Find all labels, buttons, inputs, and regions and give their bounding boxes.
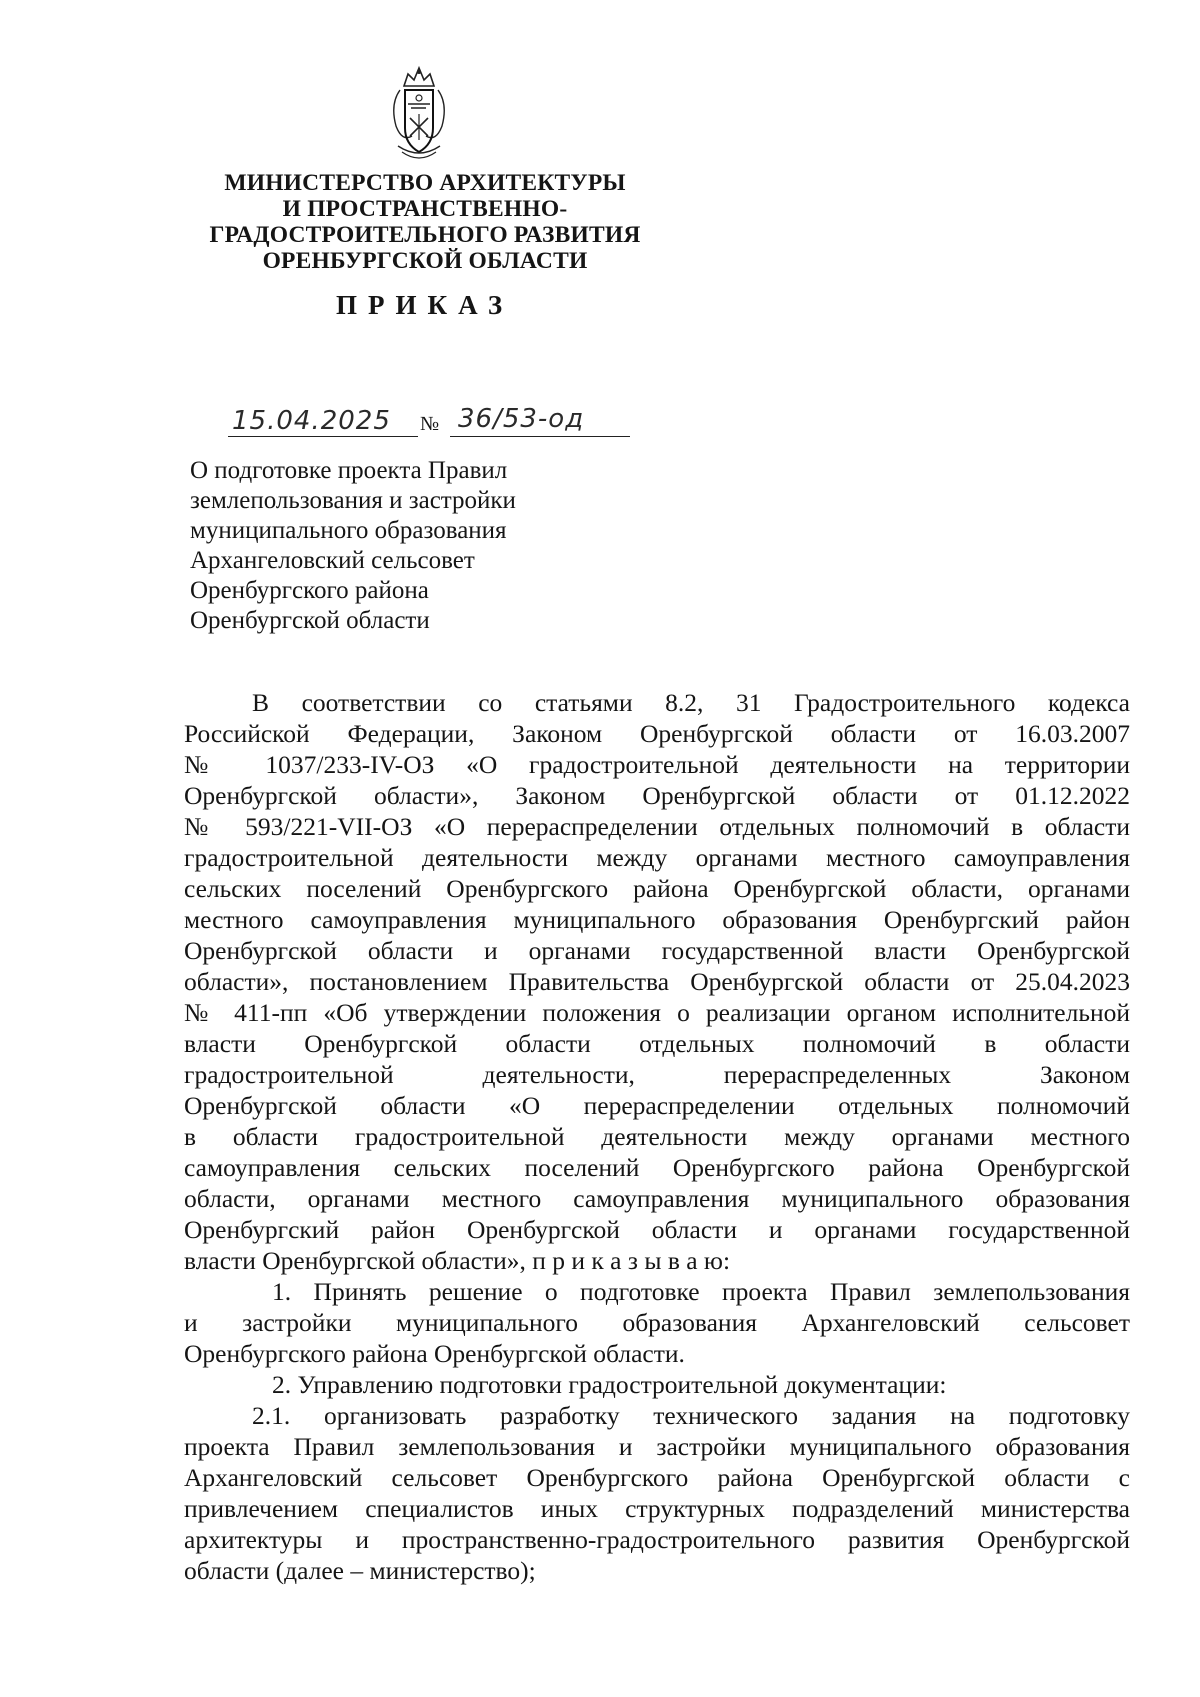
body-line: местного самоуправления муниципального образования Оренбургский район [184,905,1130,934]
body-line: № 593/221-VII-ОЗ «О перераспределении отдельных полномочий в области [184,812,1130,841]
body-line: области, органами местного самоуправления муниципального образования [184,1184,1130,1213]
handwritten-order-date: 15.04.2025 [232,406,391,436]
body-line: 1. Принять решение о подготовке проекта Правил землепользования [272,1277,1130,1306]
body-line: Оренбургской области и органами государственной власти Оренбургской [184,936,1130,965]
number-underline [450,436,630,437]
subject-line: Оренбургской области [190,607,430,634]
body-line: градостроительной деятельности между органами местного самоуправления [184,843,1130,872]
body-line: Оренбургской области «О перераспределении отдельных полномочий [184,1091,1130,1120]
body-line: 2. Управлению подготовки градостроительной документации: [272,1370,947,1399]
body-line: области (далее – министерство); [184,1556,536,1585]
subject-line: О подготовке проекта Правил [190,457,508,484]
body-line: В соответствии со статьями 8.2, 31 Градостроительного кодекса [252,688,1130,717]
handwritten-order-number: 36/53-од [458,404,585,434]
coat-of-arms-icon [378,64,460,164]
body-line: Оренбургский район Оренбургской области и органами государственной [184,1215,1130,1244]
ministry-name-line-2: И ПРОСТРАНСТВЕННО- [282,196,568,222]
body-line: градостроительной деятельности, перераспределенных Законом [184,1060,1130,1089]
subject-line: Оренбургского района [190,577,429,604]
body-line: № 1037/233-IV-ОЗ «О градостроительной деятельности на территории [184,750,1130,779]
subject-line: землепользования и застройки [190,487,516,514]
body-line: области», постановлением Правительства Оренбургской области от 25.04.2023 [184,967,1130,996]
body-line: и застройки муниципального образования Архангеловский сельсовет [184,1308,1130,1337]
body-line: самоуправления сельских поселений Оренбургского района Оренбургской [184,1153,1130,1182]
body-line: Оренбургского района Оренбургской области. [184,1339,685,1368]
subject-line: Архангеловский сельсовет [190,547,475,574]
number-sign: № [420,413,440,435]
body-line: 2.1. организовать разработку технического задания на подготовку [252,1401,1130,1430]
body-line: власти Оренбургской области», п р и к а з ы в а ю: [184,1246,731,1275]
subject-line: муниципального образования [190,517,507,544]
body-line: привлечением специалистов иных структурных подразделений министерства [184,1494,1130,1523]
body-line: № 411-пп «Об утверждении положения о реализации органом исполнительной [184,998,1130,1027]
ministry-name-line-4: ОРЕНБУРГСКОЙ ОБЛАСТИ [262,248,588,274]
ministry-name-line-3: ГРАДОСТРОИТЕЛЬНОГО РАЗВИТИЯ [209,222,641,248]
body-line: Российской Федерации, Законом Оренбургской области от 16.03.2007 [184,719,1130,748]
body-line: архитектуры и пространственно-градостроительного развития Оренбургской [184,1525,1130,1554]
body-line: Оренбургской области», Законом Оренбургской области от 01.12.2022 [184,781,1130,810]
body-line: власти Оренбургской области отдельных полномочий в области [184,1029,1130,1058]
ministry-name-line-1: МИНИСТЕРСТВО АРХИТЕКТУРЫ [224,170,626,196]
body-line: проекта Правил землепользования и застройки муниципального образования [184,1432,1130,1461]
document-type-title: ПРИКАЗ [336,290,514,320]
body-line: сельских поселений Оренбургского района Оренбургской области, органами [184,874,1130,903]
date-underline [228,436,418,437]
body-line: в области градостроительной деятельности между органами местного [184,1122,1130,1151]
body-line: Архангеловский сельсовет Оренбургского района Оренбургской области с [184,1463,1130,1492]
